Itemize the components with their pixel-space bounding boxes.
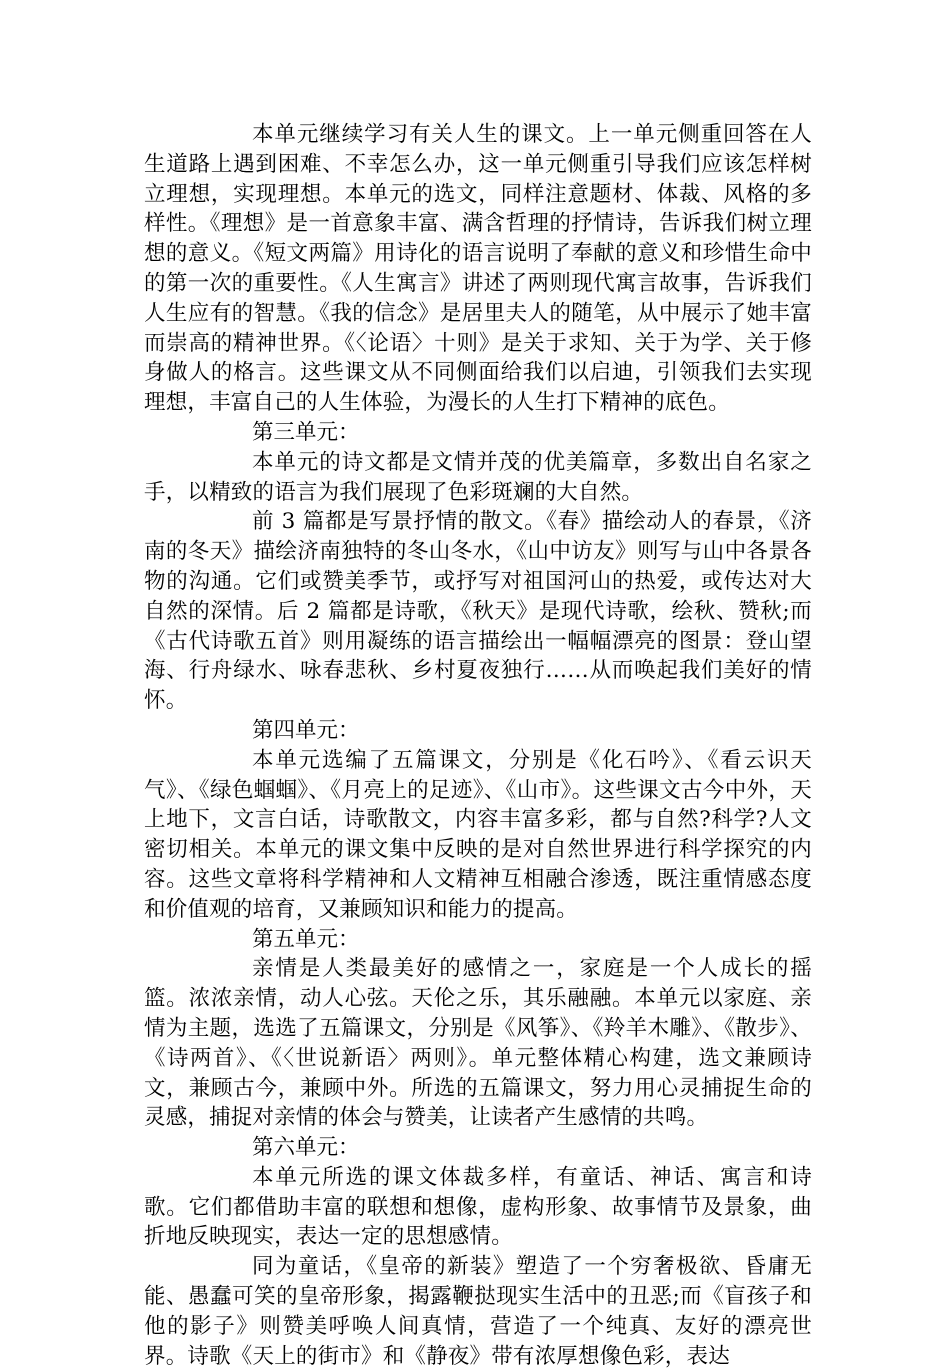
heading-unit-five: 第五单元： [252,926,360,952]
heading-unit-six: 第六单元： [252,1135,360,1161]
paragraph-unit-five: 亲情是人类最美好的感情之一，家庭是一个人成长的摇篮。浓浓亲情，动人心弦。天伦之乐，其乐融融。本单元以家庭、亲情为主题，选选了五篇课文，分别是《风筝》、《羚羊木雕》、《散步》、《诗两首》、《〈世说新语〉两则》。单元整体精心构建，选文兼顾诗文，兼顾古今，兼顾中外。所选的五篇课文，努力用心灵捕捉生命的灵感，捕捉对亲情的体会与赞美，让读者产生感情的共鸣。 [144,956,812,1131]
paragraph-unit-three-details: 前 3 篇都是写景抒情的散文。《春》描绘动人的春景，《济南的冬天》描绘济南独特的冬山冬水，《山中访友》则写与山中各景各物的沟通。它们或赞美季节，或抒写对祖国河山的热爱，或传达对大自然的深情。后 2 篇都是诗歌，《秋天》是现代诗歌，绘秋、赞秋;而《古代诗歌五首》则用凝练的语言描绘出一幅幅漂亮的图景：登山望海、行舟绿水、咏春悲秋、乡村夏夜独行……从而唤起我们美好的情怀。 [144,509,812,714]
paragraph-unit-six-intro: 本单元所选的课文体裁多样，有童话、神话、寓言和诗歌。它们都借助丰富的联想和想像，虚构形象、故事情节及景象，曲折地反映现实，表达一定的思想感情。 [144,1164,812,1250]
heading-unit-three: 第三单元： [252,419,360,445]
heading-unit-four: 第四单元： [252,717,360,743]
paragraph-unit-three-intro: 本单元的诗文都是文情并茂的优美篇章，多数出自名家之手，以精致的语言为我们展现了色彩斑斓的大自然。 [144,449,812,505]
paragraph-unit-four: 本单元选编了五篇课文，分别是《化石吟》、《看云识天气》、《绿色蝈蝈》、《月亮上的足迹》、《山市》。这些课文古今中外，天上地下，文言白话，诗歌散文，内容丰富多彩，都与自然?科学?人文密切相关。本单元的课文集中反映的是对自然世界进行科学探究的内容。这些文章将科学精神和人文精神互相融合渗透，既注重情感态度和价值观的培育，又兼顾知识和能力的提高。 [144,747,812,922]
paragraph-unit-two-intro: 本单元继续学习有关人生的课文。上一单元侧重回答在人生道路上遇到困难、不幸怎么办，这一单元侧重引导我们应该怎样树立理想，实现理想。本单元的选文，同样注意题材、体裁、风格的多样性。《理想》是一首意象丰富、满含哲理的抒情诗，告诉我们树立理想的意义。《短文两篇》用诗化的语言说明了奉献的意义和珍惜生命中的第一次的重要性。《人生寓言》讲述了两则现代寓言故事，告诉我们人生应有的智慧。《我的信念》是居里夫人的随笔，从中展示了她丰富而崇高的精神世界。《〈论语〉十则》是关于求知、关于为学、关于修身做人的格言。这些课文从不同侧面给我们以启迪，引领我们去实现理想，丰富自己的人生体验，为漫长的人生打下精神的底色。 [144,122,812,416]
document-page [144,120,812,1371]
paragraph-unit-six-details: 同为童话，《皇帝的新装》塑造了一个穷奢极欲、昏庸无能、愚蠢可笑的皇帝形象，揭露鞭挞现实生活中的丑恶;而《盲孩子和他的影子》则赞美呼唤人间真情，营造了一个纯真、友好的漂亮世界。诗歌《天上的街市》和《静夜》带有浓厚想像色彩，表达 [144,1254,812,1369]
